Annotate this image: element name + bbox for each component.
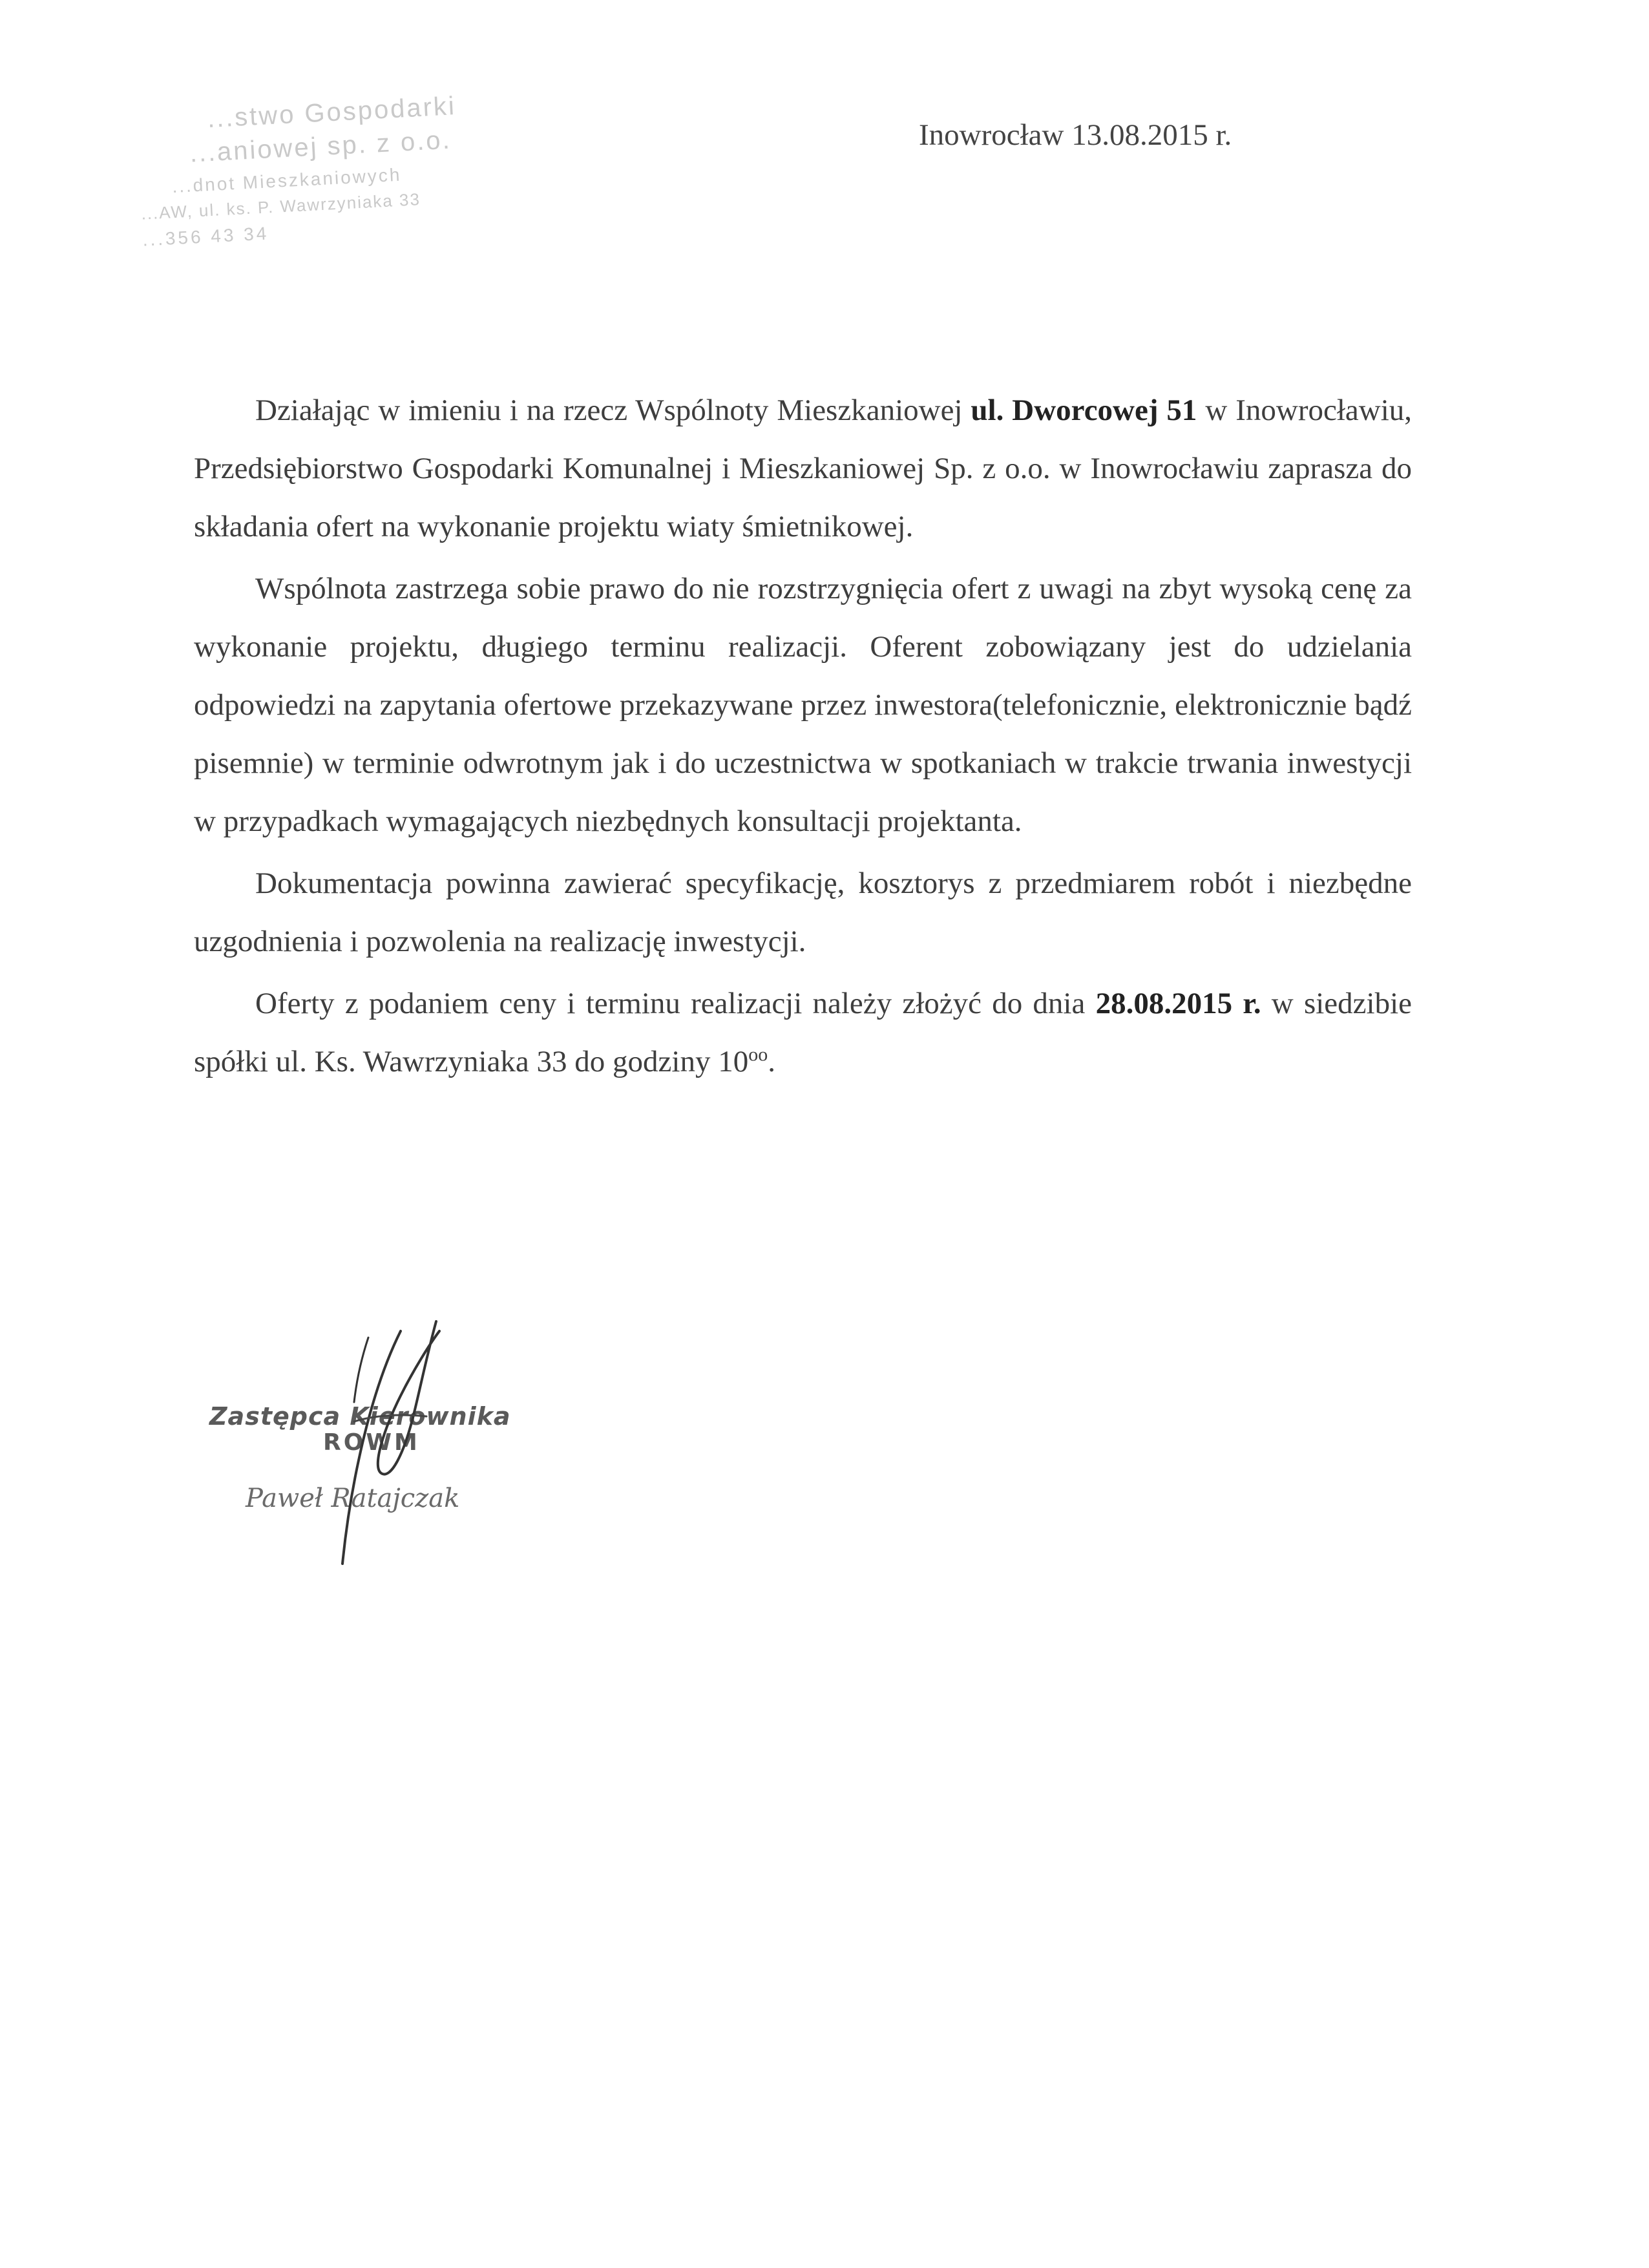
text-run: w Inowrocławiu, Przedsiębiorstwo Gospodarki Komunalnej i Mieszkaniowej Sp. z o.o. w Inowrocławiu zaprasza do składania ofert na wykonanie projektu wiaty śmietnikowej. (194, 394, 1413, 543)
letter-body (194, 381, 1412, 1095)
place-date: Inowrocław 13.08.2015 r. (919, 118, 1232, 152)
text-run: w siedzibie spółki ul. Ks. Wawrzyniaka 33 do godziny 10 (194, 987, 1412, 1078)
address-bold: ul. Dworcowej 51 (971, 394, 1197, 427)
stamp-line: ...356 43 34 (142, 223, 270, 250)
signature-stamp-unit: ROWM (323, 1429, 420, 1456)
paragraph-reservation: Wspólnota zastrzega sobie prawo do nie rozstrzygnięcia ofert z uwagi na zbyt wysoką cenę za wykonanie projektu, długiego terminu realizacji. Oferent zobowiązany jest do udzielania odpowiedzi na zapytania ofertowe przekazywane przez inwestora(telefonicznie, elektronicznie bądź pisemnie) w terminie odwrotnym jak i do uczestnictwa w spotkaniach w trakcie trwania inwestycji w przypadkach wymagających niezbędnych konsultacji projektanta. (194, 572, 1412, 838)
deadline-bold: 28.08.2015 r. (1095, 987, 1261, 1020)
text-run: . (768, 1045, 775, 1078)
stamp-line: ...stwo Gospodarki (206, 91, 457, 134)
signature-stamp-name: Paweł Ratajczak (246, 1484, 460, 1513)
handwritten-signature-icon (207, 1318, 594, 1590)
signature-block (207, 1318, 594, 1590)
stamp-line: ...aniowej sp. z o.o. (189, 125, 452, 168)
signature-stamp-title: Zastępca Kierownika (209, 1402, 511, 1431)
text-run: Działając w imieniu i na rzecz Wspólnoty Mieszkaniowej (255, 394, 971, 427)
paragraph-documentation: Dokumentacja powinna zawierać specyfikację, kosztorys z przedmiarem robót i niezbędne uzgodnienia i pozwolenia na realizację inwestycji. (194, 866, 1412, 958)
paragraph-invitation (194, 381, 1412, 556)
text-run: Oferty z podaniem ceny i terminu realizacji należy złożyć do dnia (255, 987, 1096, 1020)
stamp-line: ...AW, ul. ks. P. Wawrzyniaka 33 (140, 189, 421, 224)
company-stamp (110, 91, 457, 258)
paragraph-deadline (194, 974, 1412, 1091)
stamp-line: ...dnot Mieszkaniowych (171, 164, 403, 197)
hour-superscript: oo (748, 1044, 768, 1066)
